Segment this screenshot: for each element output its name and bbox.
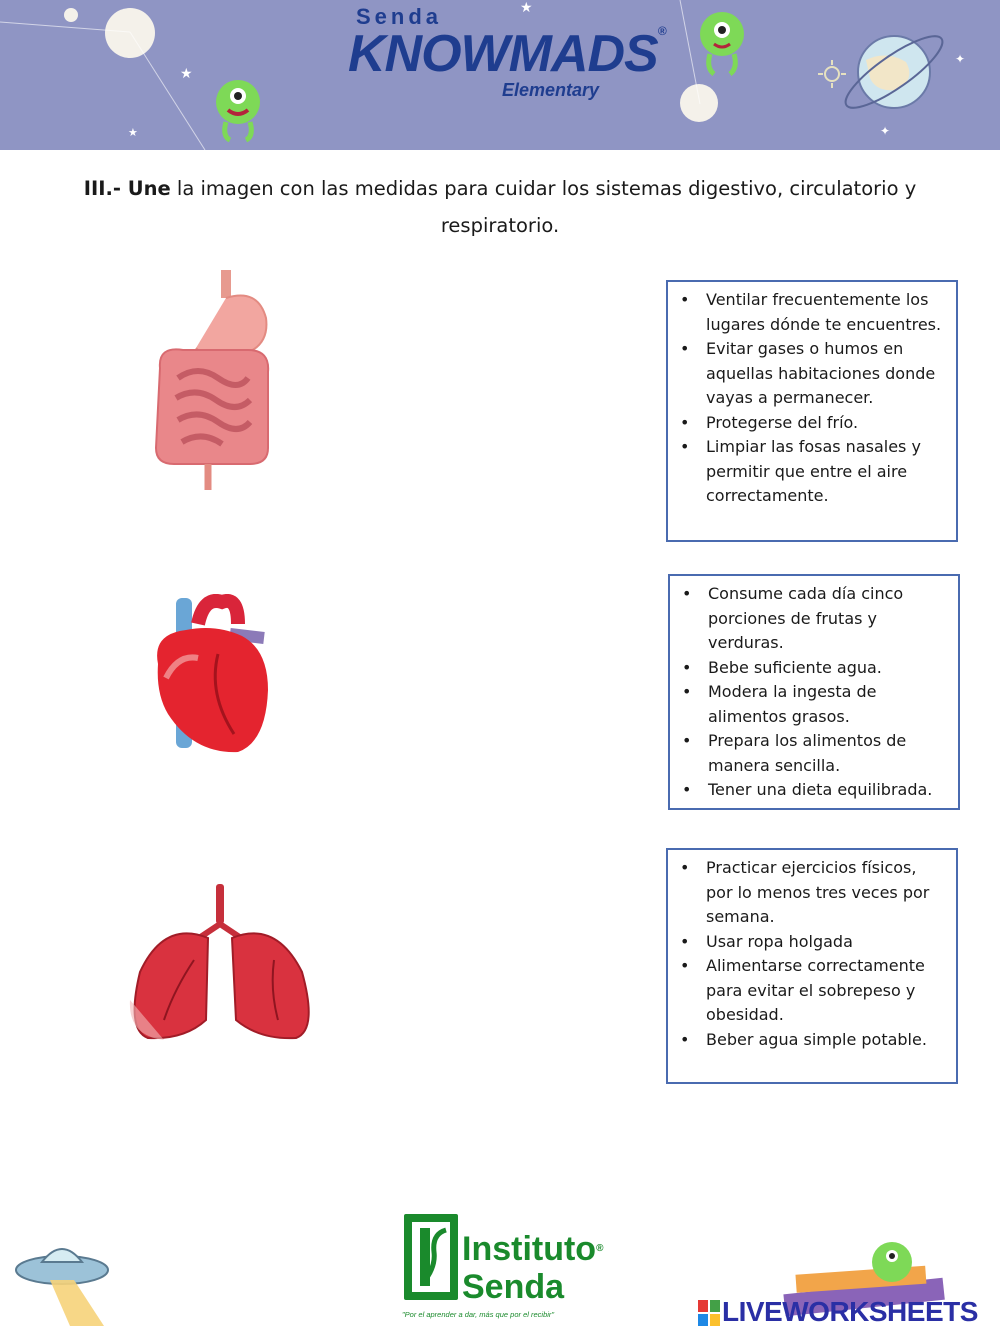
brand-knowmads-text: KNOWMADS [348,25,658,83]
brand-elementary: Elementary [502,80,600,100]
star-icon: ★ [180,66,193,82]
alien-mascot-icon [208,70,268,145]
measures-box-digestive[interactable] [668,574,960,810]
star-icon: ✦ [880,124,891,138]
institute-line1: Instituto [462,1230,597,1268]
measures-list [676,856,946,1052]
list-item: • Ventilar frecuentemente los lugares dónde te encuentres. [706,288,946,337]
list-item: • Bebe suficiente agua. [708,656,948,681]
star-icon: ★ [128,126,138,139]
brand-senda: Senda [356,4,443,29]
header-banner [0,0,1000,150]
heart-icon[interactable] [138,594,274,754]
list-item: • Protegerse del frío. [706,411,946,436]
list-item: • Practicar ejercicios físicos, por lo menos tres veces por semana. [706,856,946,930]
list-item: • Beber agua simple potable. [706,1028,946,1053]
measures-box-circulatory[interactable] [666,848,958,1084]
list-item: • Evitar gases o humos en aquellas habitaciones donde vayas a permanecer. [706,337,946,411]
star-icon: ✦ [955,52,966,66]
instituto-senda-logo-icon [402,1212,460,1304]
sun-icon [818,60,846,88]
institute-name [462,1230,603,1306]
list-item: • Usar ropa holgada [706,930,946,955]
star-icon: ★ [520,0,533,16]
list-item: • Tener una dieta equilibrada. [708,778,948,803]
liveworksheets-brand[interactable]: LIVEWORKSHEETS [722,1296,978,1327]
brand-knowmads [348,24,666,84]
lungs-icon[interactable] [124,880,324,1050]
instruction-text: la imagen con las medidas para cuidar los sistemas digestivo, circulatorio y respiratorio. [170,177,917,237]
institute-line2: Senda [462,1268,565,1306]
list-item: • Prepara los alimentos de manera sencilla. [708,729,948,778]
ufo-icon [10,1236,120,1326]
liveworksheets-logo-icon [698,1300,720,1326]
measures-box-respiratory[interactable] [666,280,958,542]
measures-list [678,582,948,803]
planet-icon [836,20,956,130]
list-item: • Modera la ingesta de alimentos grasos. [708,680,948,729]
instruction-title [40,170,960,244]
alien-mascot-icon [692,4,752,79]
measures-list [676,288,946,509]
institute-motto: "Por el aprender a dar, más que por el recibir" [402,1310,555,1319]
list-item: • Alimentarse correctamente para evitar el sobrepeso y obesidad. [706,954,946,1028]
instruction-prefix: III.- Une [83,177,171,200]
institute-reg-mark: ® [596,1243,604,1254]
digestive-system-icon[interactable] [138,268,278,493]
list-item: • Limpiar las fosas nasales y permitir que entre el aire correctamente. [706,435,946,509]
list-item: • Consume cada día cinco porciones de frutas y verduras. [708,582,948,656]
brand-reg-mark: ® [657,24,666,38]
